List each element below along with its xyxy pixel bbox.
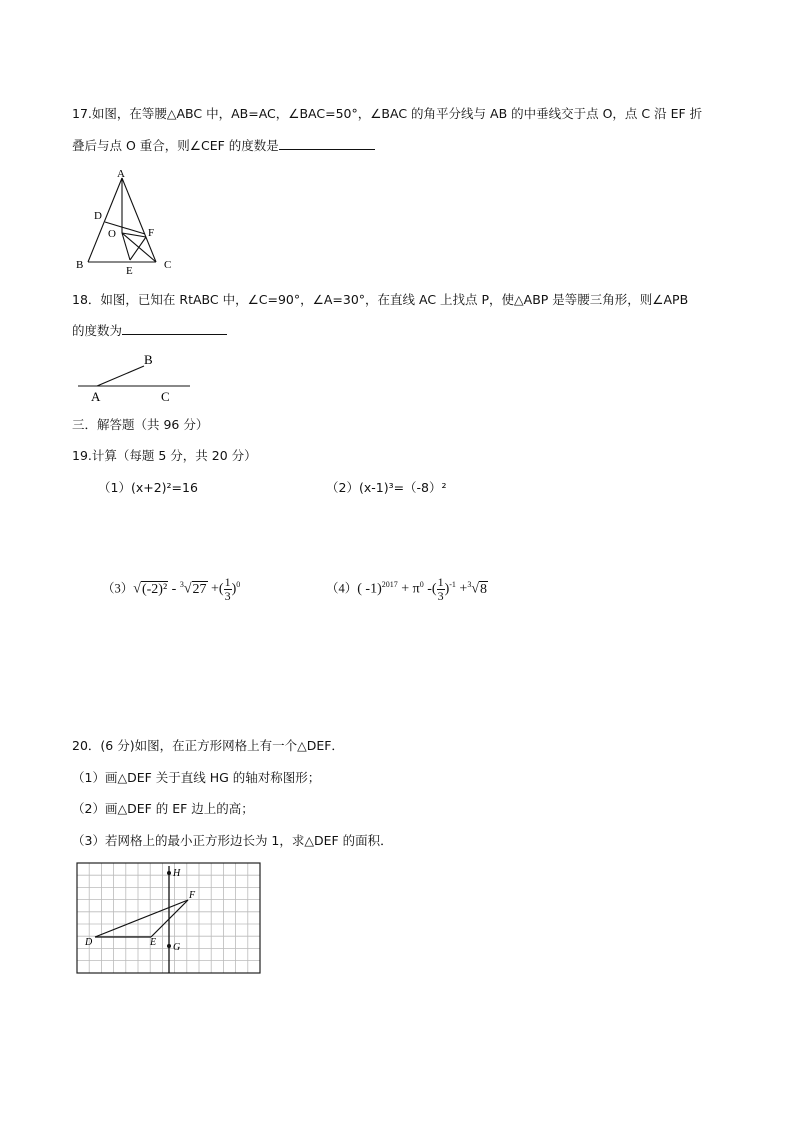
q19-p4-radicand: 8 [480,581,487,597]
triangle-side-df [95,900,188,937]
q19-p4-root-index: 3 [467,580,472,589]
q20-sub1: （1）画△DEF 关于直线 HG 的轴对称图形； [72,770,321,785]
q20-grid-figure [76,862,262,976]
q19-p3-cube-radicand: 27 [192,581,207,597]
grid-label-e: E [150,937,157,948]
q17-label-f: F [148,227,155,239]
q18-text-line2 [72,322,227,339]
q19-part2: （2）(x-1)³=（-8）² [326,480,447,495]
q17-question: 叠后与点 O 重合，则∠CEF 的度数是 [72,138,279,153]
q19-p3-plus: +( [211,581,224,597]
q20-sub3: （3）若网格上的最小正方形边长为 1，求△DEF 的面积． [72,833,393,848]
q19-p3-root-index: 3 [179,580,184,589]
q19-p4-minus: -( [427,581,437,597]
q19-p3-close: ) [231,581,237,597]
q17-label-d: D [94,210,102,222]
q17-text-line2 [72,137,375,154]
sqrt-icon: √ [133,581,141,597]
q20-title: 20．(6 分)如图，在正方形网格上有一个△DEF． [72,738,344,753]
q19-p4-fraction [437,576,445,603]
q19-p3-denominator: 3 [224,588,231,603]
q19-p4-label: （4） [326,581,358,596]
q19-p4-pi: + π [401,581,420,597]
q19-p3-fraction [224,576,232,603]
grid-label-h: H [173,868,181,879]
q19-p3-numerator: 1 [224,574,231,589]
q20-sub2: （2）画△DEF 的 EF 边上的高； [72,801,254,816]
q17-label-e: E [126,265,133,277]
q19-p4-exp2: -1 [449,580,456,589]
q18-text-line1: 18．如图，已知在 RtABC 中，∠C=90°，∠A=30°，在直线 AC 上找点 P，使△ABP 是等腰三角形，则∠APB [72,292,689,307]
point-h [167,871,171,875]
q19-p4-close: ) [444,581,450,597]
q17-label-c: C [164,259,172,271]
q19-p4-base: ( -1) [357,581,382,597]
q18-question: 的度数为 [72,323,123,338]
grid-label-f: F [189,890,196,901]
cuberoot-icon: √ [471,581,479,597]
section-heading: 三．解答题（共 96 分） [72,417,209,432]
q17-label-a: A [117,168,125,180]
q19-p4-plus: + [459,581,468,597]
q19-part1: （1）(x+2)²=16 [98,480,198,495]
q19-part3 [102,570,240,605]
q18-label-b: B [144,352,153,367]
q19-p4-numerator: 1 [437,574,444,589]
q17-label-o: O [108,228,116,240]
q19-p3-exponent: 0 [236,580,241,589]
q19-p4-exp1: 2017 [381,580,398,589]
q17-answer-blank[interactable] [279,137,375,150]
q19-p3-label: （3） [102,581,134,596]
q17-label-b: B [76,259,84,271]
q18-label-a: A [91,389,101,404]
q19-p4-exp-pi: 0 [419,580,424,589]
q17-triangle-figure [70,165,185,277]
q19-part4 [326,570,488,605]
grid-label-d: D [85,937,93,948]
q19-p4-denominator: 3 [437,588,444,603]
grid-label-g: G [173,942,181,953]
q19-p3-minus: - [171,581,177,597]
q18-label-c: C [161,389,170,404]
q19-p3-radicand: (-2)² [141,581,168,597]
q17-text-line1: 17.如图，在等腰△ABC 中，AB=AC，∠BAC=50°，∠BAC 的角平分线与 AB 的中垂线交于点 O，点 C 沿 EF 折 [72,106,703,121]
point-g [167,944,171,948]
q18-answer-blank[interactable] [122,322,227,335]
cuberoot-icon: √ [183,581,192,597]
q18-figure [72,348,197,404]
q19-title: 19.计算（每题 5 分，共 20 分） [72,448,257,463]
